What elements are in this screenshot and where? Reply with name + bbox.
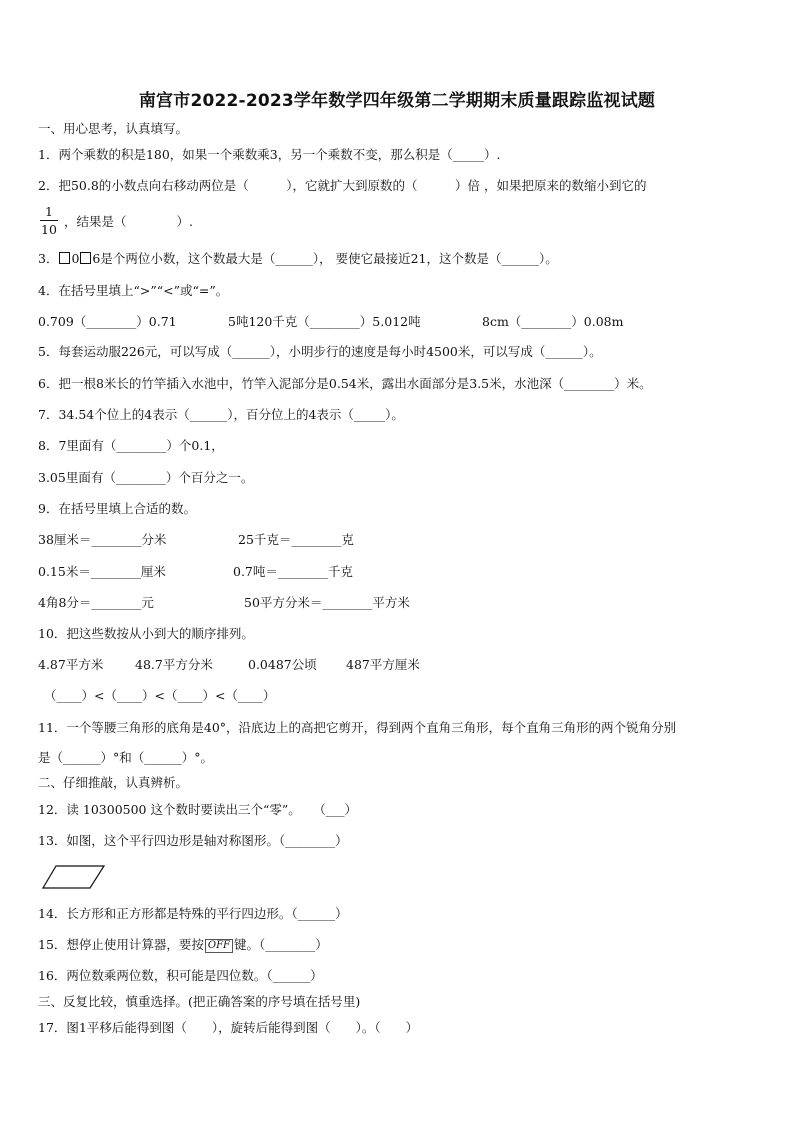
question-4-item-3: 8cm（________）0.08m: [482, 314, 624, 329]
question-9-stem: 9．在括号里填上合适的数。: [38, 501, 196, 516]
section-2-heading: 二、仔细推敲，认真辨析。: [38, 775, 189, 790]
question-4-stem: 4．在括号里填上“>”“<”或“=”。: [38, 283, 229, 298]
question-10-order-blanks: （____）<（____）<（____）<（____）: [44, 688, 276, 703]
section-1-heading: 一、用心思考，认真填写。: [38, 121, 189, 136]
question-9-item-1: 38厘米＝________分米: [38, 532, 167, 547]
question-1: 1．两个乘数的积是180，如果一个乘数乘3，另一个乘数不变，那么积是（_____）.: [38, 147, 501, 162]
question-9-item-3: 0.15米＝________厘米: [38, 564, 166, 579]
question-4-item-2: 5吨120千克（________）5.012吨: [228, 314, 421, 329]
question-11-line-1: 11．一个等腰三角形的底角是40°，沿底边上的高把它剪开，得到两个直角三角形，每个直角三角形的两个锐角分别: [38, 720, 677, 735]
question-15: [38, 937, 328, 953]
question-2-line-2: ，结果是（ ）.: [64, 214, 193, 229]
question-15-text: 15．想停止使用计算器，要按: [38, 937, 204, 952]
question-15-tail: 键。（________）: [234, 937, 328, 952]
question-8-line-1: 8．7里面有（________）个0.1，: [38, 438, 224, 453]
question-3: [38, 251, 558, 267]
question-9-item-5: 4角8分＝________元: [38, 595, 154, 610]
digit-box-icon: [59, 252, 70, 264]
question-6: 6．把一根8米长的竹竿插入水池中，竹竿入泥部分是0.54米，露出水面部分是3.5米，水池深（________）米。: [38, 376, 652, 391]
question-7: 7．34.54个位上的4表示（______），百分位上的4表示（_____）。: [38, 407, 404, 422]
fraction-numerator: 1: [40, 204, 58, 221]
page-title: 南宫市2022-2023学年数学四年级第二学期期末质量跟踪监视试题: [138, 91, 656, 111]
question-13: 13．如图，这个平行四边形是轴对称图形。（________）: [38, 833, 348, 848]
fraction-denominator: 10: [41, 222, 57, 237]
question-4-item-1: 0.709（________）0.71: [38, 314, 177, 329]
question-16: 16．两位数乘两位数，积可能是四位数。（______）: [38, 968, 323, 983]
question-8-line-2: 3.05里面有（________）个百分之一。: [38, 470, 254, 485]
question-10-value-1: 4.87平方米: [38, 657, 104, 672]
question-9-item-6: 50平方分米＝________平方米: [244, 595, 410, 610]
parallelogram-figure: [42, 864, 106, 890]
question-14: 14．长方形和正方形都是特殊的平行四边形。（______）: [38, 906, 348, 921]
off-key-icon: OFF: [205, 939, 233, 953]
fraction-one-tenth: [40, 204, 58, 237]
question-3-middle-digit: 0: [71, 251, 80, 266]
question-12: 12．读 10300500 这个数时要读出三个“零”。 （___）: [38, 802, 358, 817]
question-3-text: 6是个两位小数，这个数最大是（______）， 要使它最接近21，这个数是（______）。: [92, 251, 558, 266]
question-5: 5．每套运动服226元，可以写成（______），小明步行的速度是每小时4500米，可以写成（______）。: [38, 344, 602, 359]
question-10-value-2: 48.7平方分米: [135, 657, 213, 672]
question-17: 17．图1平移后能得到图（ ），旋转后能得到图（ ）。（ ）: [38, 1020, 419, 1035]
digit-box-icon: [80, 252, 91, 264]
question-9-item-2: 25千克＝________克: [238, 532, 354, 547]
question-2-line-1: 2．把50.8的小数点向右移动两位是（ ），它就扩大到原数的（ ）倍 ，如果把原来的数缩小到它的: [38, 178, 647, 193]
question-11-line-2: 是（______）°和（______）°。: [38, 750, 214, 765]
question-9-item-4: 0.7吨＝________千克: [233, 564, 353, 579]
question-10-value-3: 0.0487公顷: [248, 657, 317, 672]
question-3-number: 3．: [38, 251, 59, 266]
parallelogram-shape: [43, 866, 104, 888]
question-10-value-4: 487平方厘米: [346, 657, 420, 672]
question-10-stem: 10．把这些数按从小到大的顺序排列。: [38, 626, 254, 641]
section-3-heading: 三、反复比较，慎重选择。(把正确答案的序号填在括号里): [38, 994, 361, 1009]
